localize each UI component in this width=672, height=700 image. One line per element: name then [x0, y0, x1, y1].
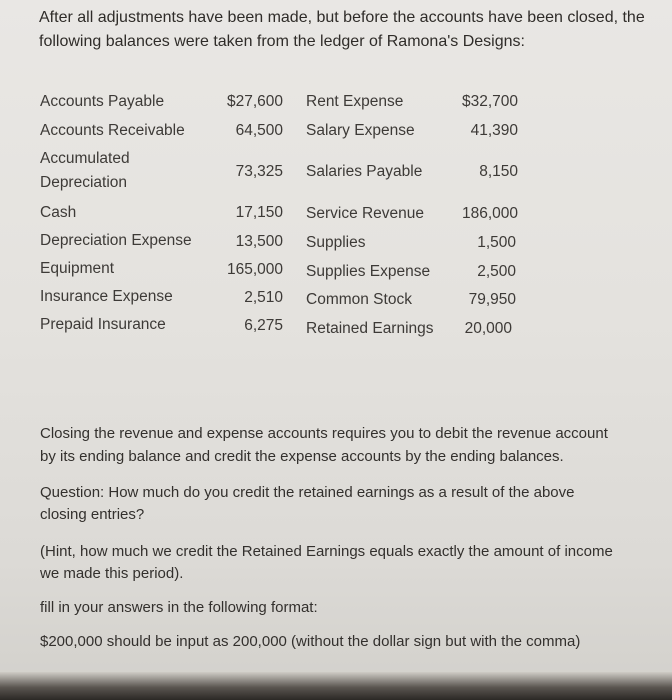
- account-accumulated-line2: Depreciation: [40, 174, 128, 191]
- account-cash: Cash: [40, 204, 77, 221]
- closing-paragraph-line-2: by its ending balance and credit the expense accounts by the ending balances.: [40, 448, 564, 465]
- account-supplies: Supplies: [306, 234, 366, 251]
- amount-equipment: 165,000: [226, 261, 283, 278]
- account-accounts-payable: Accounts Payable: [40, 93, 165, 110]
- amount-supplies: 1,500: [477, 234, 516, 251]
- account-service-revenue: Service Revenue: [306, 205, 425, 222]
- intro-line-2: following balances were taken from the ledger of Ramona's Designs:: [39, 33, 525, 50]
- amount-salaries-payable: 8,150: [479, 163, 518, 180]
- amount-accumulated-depreciation: 73,325: [235, 163, 283, 180]
- hint-line-1: (Hint, how much we credit the Retained Earnings equals exactly the amount of income: [40, 543, 613, 560]
- format-example: $200,000 should be input as 200,000 (without the dollar sign but with the comma): [40, 633, 581, 650]
- amount-supplies-expense: 2,500: [477, 263, 516, 280]
- amount-depreciation-expense: 13,500: [235, 233, 283, 250]
- account-depreciation-expense: Depreciation Expense: [40, 232, 192, 249]
- account-accumulated-line1: Accumulated: [40, 150, 130, 167]
- amount-retained-earnings: 20,000: [464, 320, 512, 337]
- question-line-2: closing entries?: [40, 506, 145, 523]
- amount-common-stock: 79,950: [468, 291, 516, 308]
- account-equipment: Equipment: [40, 260, 115, 277]
- amount-insurance-expense: 2,510: [244, 289, 283, 306]
- hint-line-2: we made this period).: [40, 565, 184, 582]
- amount-service-revenue: 186,000: [461, 205, 518, 222]
- amount-prepaid-insurance: 6,275: [244, 317, 283, 334]
- amount-accounts-payable: $27,600: [226, 93, 283, 110]
- amount-cash: 17,150: [235, 204, 283, 221]
- format-instruction: fill in your answers in the following format:: [40, 599, 318, 616]
- amount-rent-expense: $32,700: [461, 93, 518, 110]
- closing-paragraph-line-1: Closing the revenue and expense accounts requires you to debit the revenue account: [40, 425, 608, 442]
- account-retained-earnings: Retained Earnings: [306, 320, 434, 337]
- amount-salary-expense: 41,390: [470, 122, 518, 139]
- amount-accounts-receivable: 64,500: [235, 122, 283, 139]
- intro-line-1: After all adjustments have been made, but before the accounts have been closed, the: [39, 9, 645, 26]
- account-accounts-receivable: Accounts Receivable: [40, 122, 185, 139]
- account-rent-expense: Rent Expense: [306, 93, 404, 110]
- account-salaries-payable: Salaries Payable: [306, 163, 423, 180]
- account-salary-expense: Salary Expense: [306, 122, 415, 139]
- account-insurance-expense: Insurance Expense: [40, 288, 173, 305]
- question-line-1: Question: How much do you credit the retained earnings as a result of the above: [40, 484, 575, 501]
- page-edge-shadow: [0, 672, 672, 700]
- account-common-stock: Common Stock: [306, 291, 412, 308]
- account-prepaid-insurance: Prepaid Insurance: [40, 316, 166, 333]
- account-supplies-expense: Supplies Expense: [306, 263, 431, 280]
